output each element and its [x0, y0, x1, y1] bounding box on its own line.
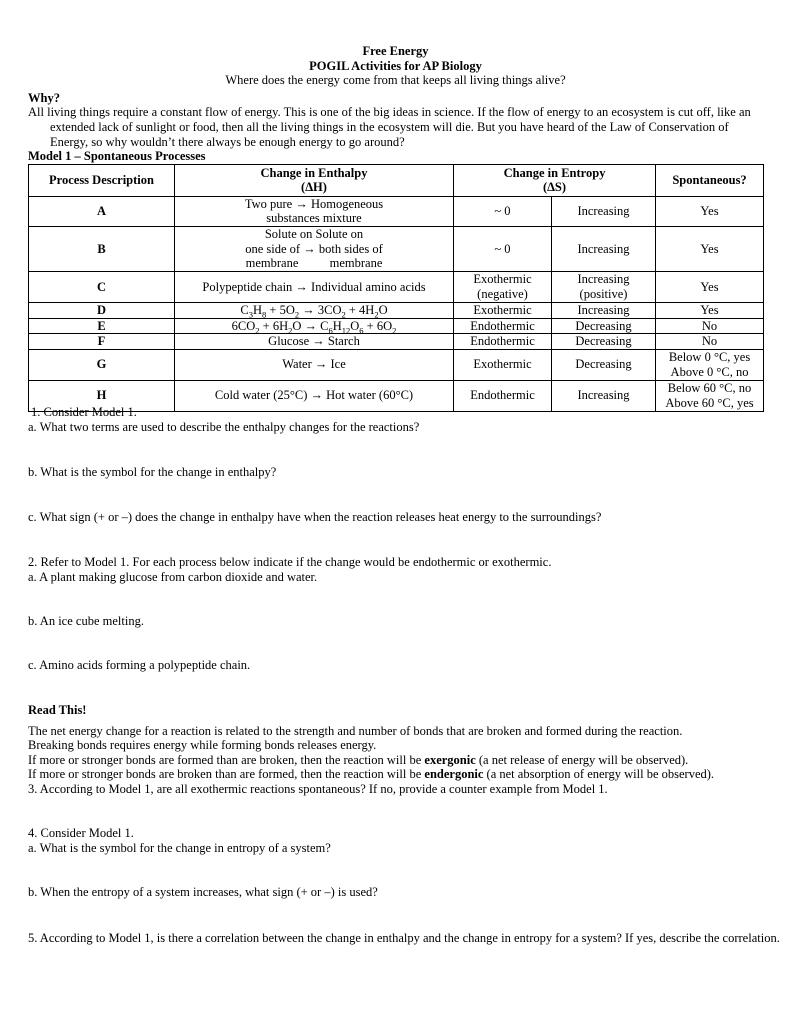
row-label: F [29, 334, 175, 350]
enthalpy-value: ~ 0 [454, 196, 552, 226]
question-4: 4. Consider Model 1. a. What is the symbol for the change in entropy of a system? [28, 826, 763, 855]
process-description: Water → Ice [175, 349, 454, 380]
question-4b: b. When the entropy of a system increases, what sign (+ or –) is used? [28, 885, 378, 899]
header-enthalpy: Change in Enthalpy (ΔH) [175, 164, 454, 196]
row-label: C [29, 271, 175, 302]
table-row [29, 196, 764, 226]
process-description: Two pure → Homogeneous substances mixture [175, 196, 454, 226]
entropy-value: Decreasing [552, 334, 656, 350]
model-table [28, 164, 764, 412]
model-heading: Model 1 – Spontaneous Processes [28, 149, 206, 164]
row-label: D [29, 302, 175, 318]
table-row [29, 302, 764, 318]
row-label: G [29, 349, 175, 380]
entropy-value: Decreasing [552, 318, 656, 334]
process-description: Polypeptide chain → Individual amino acids [175, 271, 454, 302]
enthalpy-value: Endothermic [454, 334, 552, 350]
term-endergonic: endergonic [424, 767, 484, 782]
enthalpy-value: Endothermic [454, 380, 552, 411]
enthalpy-value: Exothermic (negative) [454, 271, 552, 302]
table-row [29, 349, 764, 380]
entropy-value: Increasing [552, 196, 656, 226]
question-1b: b. What is the symbol for the change in enthalpy? [28, 465, 277, 479]
question-2: 2. Refer to Model 1. For each process below indicate if the change would be endothermic or exothermic. a. A plant making glucose from carbon dioxide and water. [28, 555, 763, 584]
spontaneous-value: No [656, 334, 764, 350]
process-description: Cold water (25°C) → Hot water (60°C) [175, 380, 454, 411]
question-1a: a. What two terms are used to describe the enthalpy changes for the reactions? [28, 419, 420, 434]
table-row [29, 318, 764, 334]
read-this-section: Read This! The net energy change for a reaction is related to the strength and number of bonds that are broken and formed during the reaction. Breaking bonds requires energy while forming bonds releases energy. If more or stronger bonds are formed than are broken, then the reaction will be exergonic (a net release of energy will be observed). If more or stronger bonds are broken than are formed, then the reaction will be endergonic (a net absorption of energy will be observed). 3. According to Model 1, are all exothermic reactions spontaneous? If no, provide a counter example from Model 1. [28, 703, 763, 797]
enthalpy-value: ~ 0 [454, 226, 552, 271]
question-1c: c. What sign (+ or –) does the change in enthalpy have when the reaction releases heat energy to the surroundings? [28, 510, 602, 524]
table-row [29, 271, 764, 302]
entropy-value: Increasing (positive) [552, 271, 656, 302]
table-header-row [29, 164, 764, 196]
enthalpy-value: Endothermic [454, 318, 552, 334]
spontaneous-value: Yes [656, 196, 764, 226]
process-description: $C_3H_8 + 5O_2 \to 3CO_2 + 4H_2O$ [175, 302, 454, 318]
why-text: All living things require a constant flow of energy. This is one of the big ideas in science. If the flow of energy to an ecosystem is cut off, like an extended lack of sunlight or food, then all the living things in the ecosystem will die. But you have heard of the Law of Conservation of Energy, so why wouldn’t there always be enough energy to go around? [28, 105, 751, 149]
header-process: Process Description [29, 164, 175, 196]
question-1: 1. Consider Model 1. a. What two terms are used to describe the enthalpy changes for the reactions? [28, 405, 763, 434]
enthalpy-value: Exothermic [454, 349, 552, 380]
entropy-value: Increasing [552, 226, 656, 271]
row-label: A [29, 196, 175, 226]
row-label: E [29, 318, 175, 334]
entropy-value: Increasing [552, 302, 656, 318]
read-this-heading: Read This! [28, 703, 87, 717]
header-spontaneous: Spontaneous? [656, 164, 764, 196]
document-subtitle: POGIL Activities for AP Biology [309, 58, 482, 73]
header-entropy: Change in Entropy (ΔS) [454, 164, 656, 196]
question-5: 5. According to Model 1, is there a correlation between the change in enthalpy and the change in entropy for a system? If yes, describe the correlation. [28, 931, 780, 945]
question-3: 3. According to Model 1, are all exothermic reactions spontaneous? If no, provide a counter example from Model 1. [28, 781, 608, 796]
question-4a: a. What is the symbol for the change in entropy of a system? [28, 840, 331, 855]
question-2c: c. Amino acids forming a polypeptide chain. [28, 658, 251, 672]
guiding-question: Where does the energy come from that keeps all living things alive? [225, 73, 566, 88]
row-label: B [29, 226, 175, 271]
row-label: H [29, 380, 175, 411]
spontaneous-value: Below 60 °C, no Above 60 °C, yes [656, 380, 764, 411]
question-2b: b. An ice cube melting. [28, 614, 144, 628]
table-row [29, 334, 764, 350]
spontaneous-value: No [656, 318, 764, 334]
entropy-value: Decreasing [552, 349, 656, 380]
document-page [28, 44, 763, 412]
spontaneous-value: Below 0 °C, yes Above 0 °C, no [656, 349, 764, 380]
term-exergonic: exergonic [424, 752, 476, 767]
spontaneous-value: Yes [656, 226, 764, 271]
spontaneous-value: Yes [656, 271, 764, 302]
why-heading: Why? [28, 90, 60, 105]
table-row [29, 226, 764, 271]
question-2a: a. A plant making glucose from carbon dioxide and water. [28, 569, 318, 584]
process-description: Glucose → Starch [175, 334, 454, 350]
entropy-value: Increasing [552, 380, 656, 411]
document-title: Free Energy [362, 44, 429, 58]
process-description: $6CO_2 + 6H_2O \to C_6H_{12}O_6 + 6O_2$ [175, 318, 454, 334]
spontaneous-value: Yes [656, 302, 764, 318]
enthalpy-value: Exothermic [454, 302, 552, 318]
process-description: Solute on Solute on one side of → both sides of membrane membrane [175, 226, 454, 271]
